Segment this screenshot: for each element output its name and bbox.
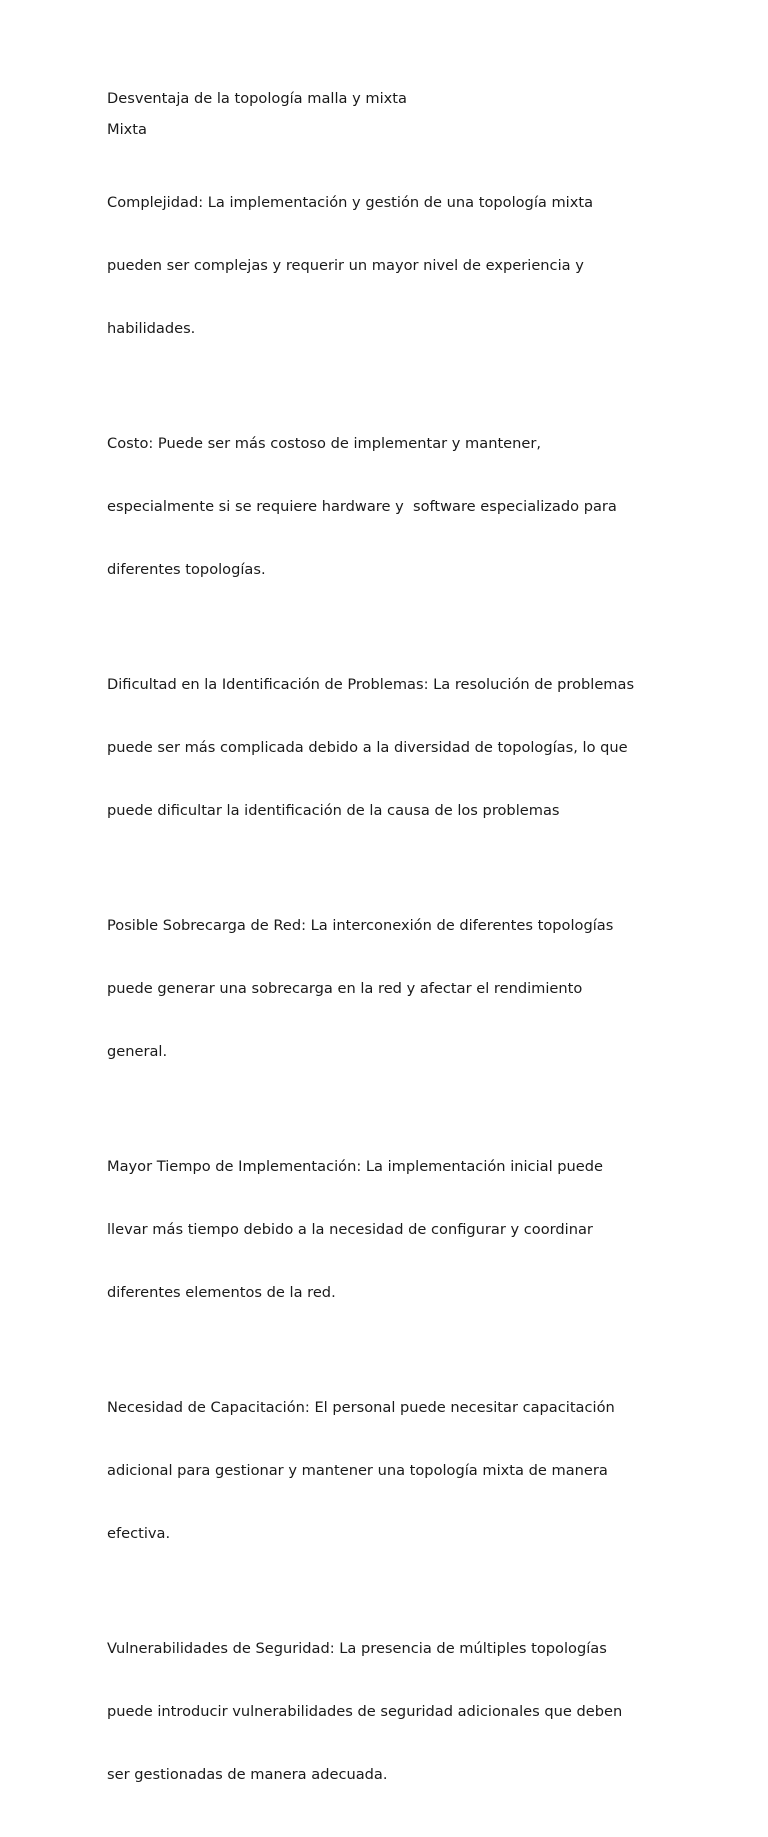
paragraph-line: ser gestionadas de manera adecuada. [107,1766,388,1783]
paragraph-capacitacion [107,1355,667,1586]
document-title: Desventaja de la topología malla y mixta [107,90,407,107]
paragraph-line: puede generar una sobrecarga en la red y afectar el rendimiento [107,980,583,997]
paragraph-line: llevar más tiempo debido a la necesidad de configurar y coordinar [107,1221,593,1238]
paragraph-line: Posible Sobrecarga de Red: La interconexión de diferentes topologías [107,917,614,934]
paragraph-line: adicional para gestionar y mantener una topología mixta de manera [107,1462,608,1479]
paragraph-line: Complejidad: La implementación y gestión de una topología mixta [107,194,594,211]
paragraph-line: pueden ser complejas y requerir un mayor nivel de experiencia y [107,257,584,274]
paragraph-tiempo [107,1114,667,1345]
paragraph-line: puede introducir vulnerabilidades de seguridad adicionales que deben [107,1703,623,1720]
paragraph-line: efectiva. [107,1525,171,1542]
paragraph-line: general. [107,1043,168,1060]
paragraph-line: Necesidad de Capacitación: El personal puede necesitar capacitación [107,1399,615,1416]
section-heading-mixta: Mixta [107,121,147,138]
paragraph-line: especialmente si se requiere hardware y software especializado para [107,498,617,515]
paragraph-line: diferentes topologías. [107,561,266,578]
paragraph-line: puede dificultar la identificación de la causa de los problemas [107,802,560,819]
paragraph-line: diferentes elementos de la red. [107,1284,336,1301]
paragraph-sobrecarga [107,873,667,1104]
paragraph-line: Mayor Tiempo de Implementación: La implementación inicial puede [107,1158,603,1175]
paragraph-line: Dificultad en la Identificación de Problemas: La resolución de problemas [107,676,635,693]
paragraph-complejidad [107,150,667,381]
paragraph-costo [107,391,667,622]
paragraph-line: Vulnerabilidades de Seguridad: La presencia de múltiples topologías [107,1640,607,1657]
paragraph-line: Costo: Puede ser más costoso de implementar y mantener, [107,435,542,452]
paragraph-line: puede ser más complicada debido a la diversidad de topologías, lo que [107,739,628,756]
paragraph-seguridad [107,1596,667,1827]
paragraph-line: habilidades. [107,320,196,337]
document-body [107,88,667,1837]
paragraph-dificultad [107,632,667,863]
